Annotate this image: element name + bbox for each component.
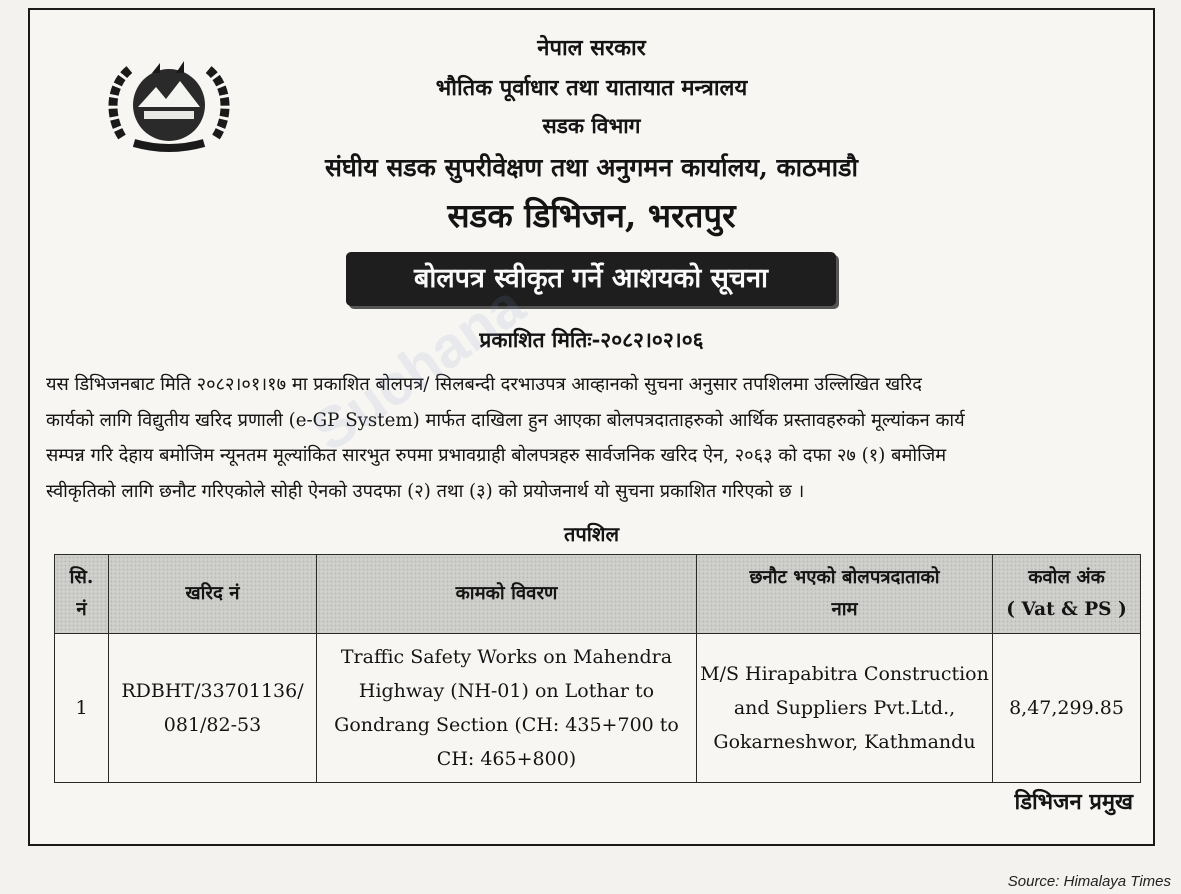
source-credit: Source: Himalaya Times [1007,873,1171,890]
ministry-name: भौतिक पूर्वाधार तथा यातायात मन्त्रालय [435,75,748,101]
paragraph-line: यस डिभिजनबाट मिति २०८२।०१।१७ मा प्रकाशित बोलपत्र/ सिलबन्दी दरभाउपत्र आव्हानको सुचना अनुसार तपशिलमा उल्लिखित खरिद [46,374,922,395]
cell-bidder: M/S Hirapabitra Construction and Suppliers Pvt.Ltd., Gokarneshwor, Kathmandu [697,634,993,783]
cell-sn: 1 [55,634,109,783]
paragraph-line: स्वीकृतिको लागि छनौट गरिएकोले सोही ऐनको उपदफा (२) तथा (३) को प्रयोजनार्थ यो सुचना प्रकाशित गरिएको छ । [46,480,805,502]
published-date: प्रकाशित मितिः-२०८२।०२।०६ [479,327,704,352]
header-amount: कवोल अंक ( Vat & PS ) [993,555,1141,634]
header-procurement-no: खरिद नं [109,555,317,634]
notice-title: बोलपत्र स्वीकृत गर्ने आशयको सूचना [346,252,836,306]
cell-amount: 8,47,299.85 [993,634,1141,783]
cell-procurement-no: RDBHT/33701136/ 081/82-53 [109,634,317,783]
award-table [54,554,1141,783]
schedule-heading: तपशिल [563,522,620,546]
header-description: कामको विवरण [317,555,697,634]
government-name: नेपाल सरकार [537,35,646,61]
office-name: संघीय सडक सुपरीवेक्षण तथा अनुगमन कार्यालय, काठमाडौ [325,153,858,182]
cell-description: Traffic Safety Works on Mahendra Highway (NH-01) on Lothar to Gondrang Section (CH: 435+700 to CH: 465+800) [317,634,697,783]
notice-frame [28,8,1155,846]
header-sn: सि. नं [55,555,109,634]
paragraph-line: कार्यको लागि विद्युतीय खरिद प्रणाली (e-GP System) मार्फत दाखिला हुन आएका बोलपत्रदाताहरुको आर्थिक प्रस्तावहरुको मूल्यांकन कार्य [46,409,965,431]
department-name: सडक विभाग [542,113,641,138]
division-name: सडक डिभिजन, भरतपुर [447,196,736,235]
signature-division-chief: डिभिजन प्रमुख [1014,789,1133,815]
header-bidder: छनौट भएको बोलपत्रदाताको नाम [697,555,993,634]
table-header-row [55,555,1141,634]
notice-paragraph [46,367,1138,509]
paragraph-line: सम्पन्न गरि देहाय बमोजिम न्यूनतम मूल्यांकित सारभुत रुपमा प्रभावग्राही बोलपत्रहरु सार्वजनिक खरिद ऐन, २०६३ को दफा २७ (१) बमोजिम [46,445,947,466]
table-row [55,634,1141,783]
